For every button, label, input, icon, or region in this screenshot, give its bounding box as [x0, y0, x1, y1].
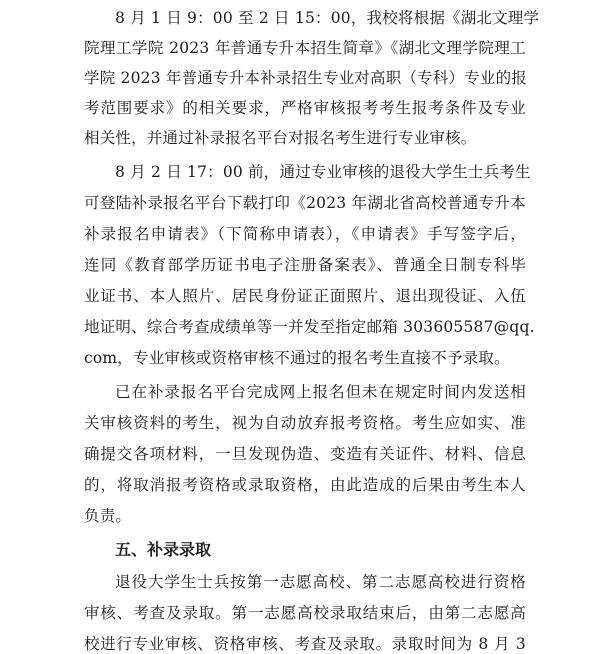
paragraph-2-line-6: 地证明、综合考查成绩单等一并发至指定邮箱 303605587@qq.: [84, 318, 535, 336]
paragraph-3-line-5: 负责。: [84, 507, 132, 525]
paragraph-1-line-1: 8 月 1 日 9：00 至 2 日 15：00，我校将根据《湖北文理学: [115, 9, 540, 27]
paragraph-2-line-5: 业证书、本人照片、居民身份证正面照片、退出现役证、入伍: [84, 287, 526, 305]
section-heading: 五、补录录取: [115, 540, 212, 559]
paragraph-1-line-2: 院理工学院 2023 年普通专升本招生简章》《湖北文理学院理工: [84, 39, 526, 57]
paragraph-1-line-5: 相关性，并通过补录报名平台对报名考生进行专业审核。: [84, 129, 477, 147]
section-paragraph-line-3: 校进行专业审核、资格审核、考查及录取。录取时间为 8 月 3: [84, 635, 526, 653]
section-paragraph-line-2: 审核、考查及录取。第一志愿高校录取结束后，由第二志愿高: [84, 604, 526, 622]
paragraph-2-line-7: com，专业审核或资格审核不通过的报名考生直接不予录取。: [84, 349, 510, 367]
paragraph-2-line-1: 8 月 2 日 17：00 前，通过专业审核的退役大学生士兵考生: [115, 163, 531, 181]
paragraph-3-line-3: 确提交各项材料，一旦发现伪造、变造有关证件、材料、信息: [84, 445, 526, 463]
section-paragraph-line-1: 退役大学生士兵按第一志愿高校、第二志愿高校进行资格: [115, 573, 526, 591]
paragraph-2-line-2: 可登陆补录报名平台下载打印《2023 年湖北省高校普通专升本: [84, 194, 526, 212]
paragraph-1-line-4: 考范围要求》的相关要求，严格审核报考考生报考条件及专业: [84, 99, 526, 117]
paragraph-2-line-4: 连同《教育部学历证书电子注册备案表》、普通全日制专科毕: [84, 256, 526, 274]
paragraph-3-line-4: 的，将取消报考资格或录取资格，由此造成的后果由考生本人: [84, 476, 526, 494]
paragraph-1-line-3: 学院 2023 年普通专升本补录招生专业对高职（专科）专业的报: [84, 69, 528, 87]
paragraph-3-line-1: 已在补录报名平台完成网上报名但未在规定时间内发送相: [115, 383, 526, 401]
paragraph-3-line-2: 关审核资料的考生，视为自动放弃报考资格。考生应如实、准: [84, 414, 526, 432]
paragraph-2-line-3: 补录报名申请表》（下简称申请表），《申请表》手写签字后，: [84, 225, 526, 243]
